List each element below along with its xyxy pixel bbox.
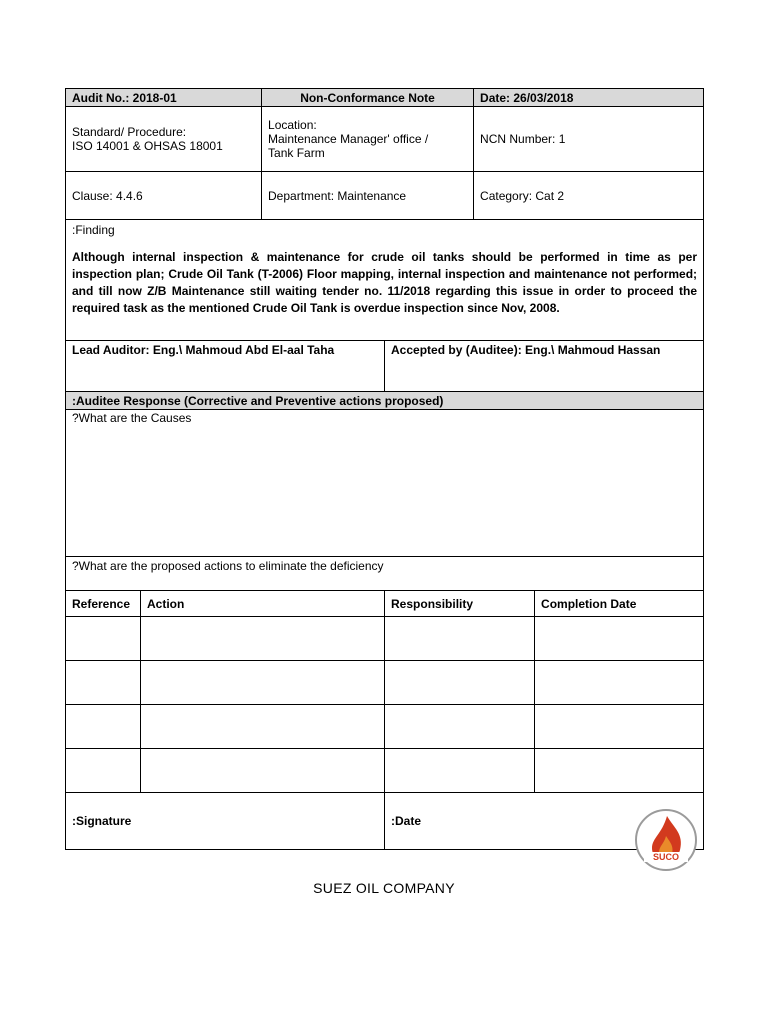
actions-question-row: [66, 557, 704, 591]
actions-table-header: [66, 591, 704, 617]
completion-date-cell[interactable]: [535, 617, 704, 661]
column-action: Action: [141, 591, 385, 617]
auditee-response-heading: :Auditee Response (Corrective and Preventive actions proposed): [66, 392, 704, 410]
finding-text: Although internal inspection & maintenance for crude oil tanks should be performed in time as per inspection plan; Crude Oil Tank (T-2006) Floor mapping, internal inspection and maintenance not performed; and till now Z/B Maintenance still waiting tender no. 11/2018 regarding this issue in order to proceed the required task as the mentioned Crude Oil Tank is overdue inspection since Nov, 2008.: [72, 250, 698, 315]
finding-label: :Finding: [72, 223, 115, 237]
clause-row: [66, 172, 704, 220]
ncn-number: NCN Number: 1: [474, 107, 704, 172]
action-cell[interactable]: [141, 705, 385, 749]
action-cell[interactable]: [141, 617, 385, 661]
standard-value: ISO 14001 & OHSAS 18001: [72, 139, 223, 153]
action-row-4: [66, 749, 704, 793]
responsibility-cell[interactable]: [385, 705, 535, 749]
header-row: [66, 89, 704, 107]
action-cell[interactable]: [141, 749, 385, 793]
responsibility-cell[interactable]: [385, 617, 535, 661]
completion-date-cell[interactable]: [535, 661, 704, 705]
action-row-3: [66, 705, 704, 749]
standard-cell: [66, 107, 262, 172]
department: Department: Maintenance: [262, 172, 474, 220]
date-label: :Date: [385, 793, 704, 850]
suco-logo: [634, 808, 698, 872]
non-conformance-form: [65, 88, 704, 850]
column-responsibility: Responsibility: [385, 591, 535, 617]
auditor-row: [66, 341, 704, 392]
lead-auditor: Lead Auditor: Eng.\ Mahmoud Abd El-aal Taha: [66, 341, 385, 392]
reference-cell[interactable]: [66, 749, 141, 793]
standard-row: [66, 107, 704, 172]
audit-number: Audit No.: 2018-01: [66, 89, 262, 107]
clause: Clause: 4.4.6: [66, 172, 262, 220]
standard-label: Standard/ Procedure:: [72, 125, 187, 139]
finding-cell: [66, 220, 704, 341]
column-completion-date: Completion Date: [535, 591, 704, 617]
auditee-response-row: [66, 392, 704, 410]
location-label: Location:: [268, 118, 317, 132]
responsibility-cell[interactable]: [385, 661, 535, 705]
completion-date-cell[interactable]: [535, 749, 704, 793]
finding-row: [66, 220, 704, 341]
audit-date: Date: 26/03/2018: [474, 89, 704, 107]
company-name: SUEZ OIL COMPANY: [313, 880, 455, 896]
logo-text: SUCO: [652, 852, 680, 862]
reference-cell[interactable]: [66, 661, 141, 705]
actions-question: ?What are the proposed actions to eliminate the deficiency: [66, 557, 704, 591]
column-reference: Reference: [66, 591, 141, 617]
location-cell: [262, 107, 474, 172]
location-line1: Maintenance Manager' office /: [268, 132, 429, 146]
action-cell[interactable]: [141, 661, 385, 705]
signature-label: :Signature: [66, 793, 385, 850]
action-row-2: [66, 661, 704, 705]
reference-cell[interactable]: [66, 617, 141, 661]
action-row-1: [66, 617, 704, 661]
location-line2: Tank Farm: [268, 146, 325, 160]
signature-row: [66, 793, 704, 850]
accepted-by: Accepted by (Auditee): Eng.\ Mahmoud Hassan: [385, 341, 704, 392]
causes-row: [66, 410, 704, 557]
reference-cell[interactable]: [66, 705, 141, 749]
causes-question: ?What are the Causes: [66, 410, 704, 557]
completion-date-cell[interactable]: [535, 705, 704, 749]
category: Category: Cat 2: [474, 172, 704, 220]
responsibility-cell[interactable]: [385, 749, 535, 793]
form-title: Non-Conformance Note: [262, 89, 474, 107]
